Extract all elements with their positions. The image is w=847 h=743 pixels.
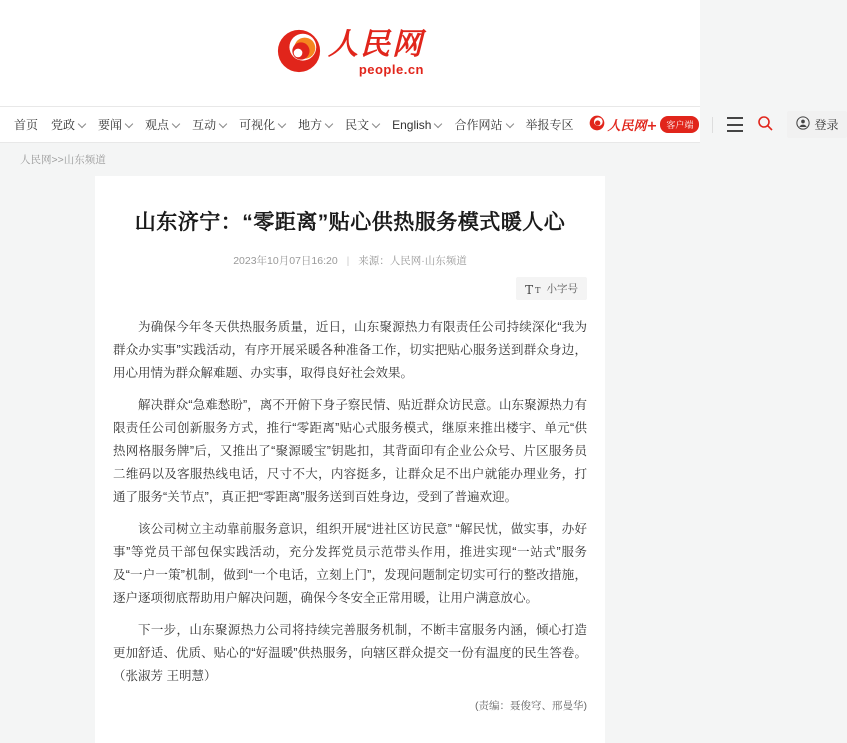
chevron-down-icon — [78, 119, 86, 127]
chevron-down-icon — [372, 119, 380, 127]
nav-item-yaowen[interactable]: 要闻 — [98, 116, 132, 133]
font-size-small-icon: T — [535, 286, 541, 296]
article-date: 2023年10月07日16:20 — [233, 255, 338, 267]
chevron-down-icon — [278, 119, 286, 127]
font-size-big-icon: T — [525, 283, 534, 297]
article-title: 山东济宁：“零距离”贴心供热服务模式暖人心 — [134, 211, 566, 234]
nav-item-guandian[interactable]: 观点 — [145, 116, 179, 133]
nav-item-partners[interactable]: 合作网站 — [454, 116, 512, 133]
meta-separator: | — [346, 255, 350, 267]
source-link[interactable]: 人民网·山东频道 — [389, 255, 467, 267]
chevron-down-icon — [172, 119, 180, 127]
site-header — [0, 0, 700, 106]
breadcrumb-root[interactable]: 人民网 — [20, 154, 52, 166]
app-client-tag: 客户端 — [660, 116, 699, 133]
site-logo[interactable] — [276, 28, 424, 79]
chevron-down-icon — [219, 119, 227, 127]
article-paragraph: 下一步，山东聚源热力公司将持续完善服务机制，不断丰富服务内涵，倾心打造更加舒适、优质、贴心的“好温暖”供热服务，向辖区群众提交一份有温度的民生答卷。（张淑芳 王明慧） — [113, 623, 587, 683]
logo-subtext: people.cn — [358, 62, 424, 77]
nav-item-home[interactable]: 首页 — [14, 118, 39, 132]
font-size-label: 小字号 — [546, 283, 578, 295]
font-size-control[interactable] — [516, 277, 587, 300]
chevron-down-icon — [434, 119, 442, 127]
menu-icon[interactable] — [727, 117, 743, 132]
nav-item-english[interactable]: English — [392, 118, 441, 132]
logo-text: 人民网 — [328, 27, 424, 62]
nav-item-minwen[interactable]: 民文 — [345, 116, 379, 133]
people-app-text: 人民网+ — [607, 119, 658, 134]
chevron-down-icon — [125, 119, 133, 127]
nav-item-hudong[interactable]: 互动 — [192, 116, 226, 133]
login-label: 登录 — [814, 118, 839, 132]
breadcrumb-separator: >> — [51, 154, 64, 166]
people-daily-swirl-icon — [276, 28, 322, 79]
divider — [712, 117, 713, 133]
article-paragraph: 该公司树立主动靠前服务意识，组织开展“进社区访民意” “解民忧，做实事，办好事”等党员干部包保实践活动，充分发挥党员示范带头作用，推进实现“一站式”服务及“一户一策”机制，做到“一个电话，立刻上门”，发现问题制定切实可行的整改措施，逐户逐项彻底帮助用户解决问题，确保今冬安全正常用暖，让用户满意放心。 — [113, 522, 587, 605]
search-icon — [757, 115, 773, 134]
article-card — [95, 176, 605, 743]
article-meta — [113, 253, 587, 268]
nav-item-difang[interactable]: 地方 — [298, 116, 332, 133]
main-nav — [0, 106, 839, 143]
login-button[interactable] — [787, 111, 847, 138]
article-paragraph: 解决群众“急难愁盼”，离不开俯下身子察民情、贴近群众访民意。山东聚源热力有限责任公司创新服务方式，推行“零距离”贴心式服务模式，继原来推出楼宇、单元“供热网格服务牌”后，又推出了“聚源暖宝”钥匙扣，其背面印有企业公众号、片区服务员二维码以及客服热线电话，尺寸不大，内容挺多，让群众足不出户就能办理业务，打通了服务“关节点”，真正把“零距离”服务送到百姓身边，受到了普遍欢迎。 — [113, 398, 587, 504]
nav-item-dangzheng[interactable]: 党政 — [51, 116, 85, 133]
source-label: 来源： — [358, 255, 390, 267]
breadcrumb — [0, 143, 700, 174]
article-body — [113, 316, 587, 688]
search-button[interactable] — [757, 115, 773, 134]
article-paragraph: 为确保今年冬天供热服务质量，近日，山东聚源热力有限责任公司持续深化“我为群众办实事”实践活动，有序开展采暖各种准备工作，切实把贴心服务送到群众身边，用心用情为群众解难题、办实事，取得良好社会效果。 — [113, 320, 587, 380]
people-app-icon — [589, 115, 605, 134]
nav-item-keshihua[interactable]: 可视化 — [239, 116, 285, 133]
breadcrumb-channel[interactable]: 山东频道 — [63, 154, 106, 166]
chevron-down-icon — [325, 119, 333, 127]
editor-note: (责编：聂俊穹、邢曼华) — [475, 700, 587, 712]
user-icon — [796, 116, 810, 133]
people-app-badge[interactable] — [589, 115, 700, 134]
nav-item-report[interactable]: 举报专区 — [525, 118, 574, 132]
article-toolbar — [113, 277, 587, 300]
chevron-down-icon — [505, 119, 513, 127]
